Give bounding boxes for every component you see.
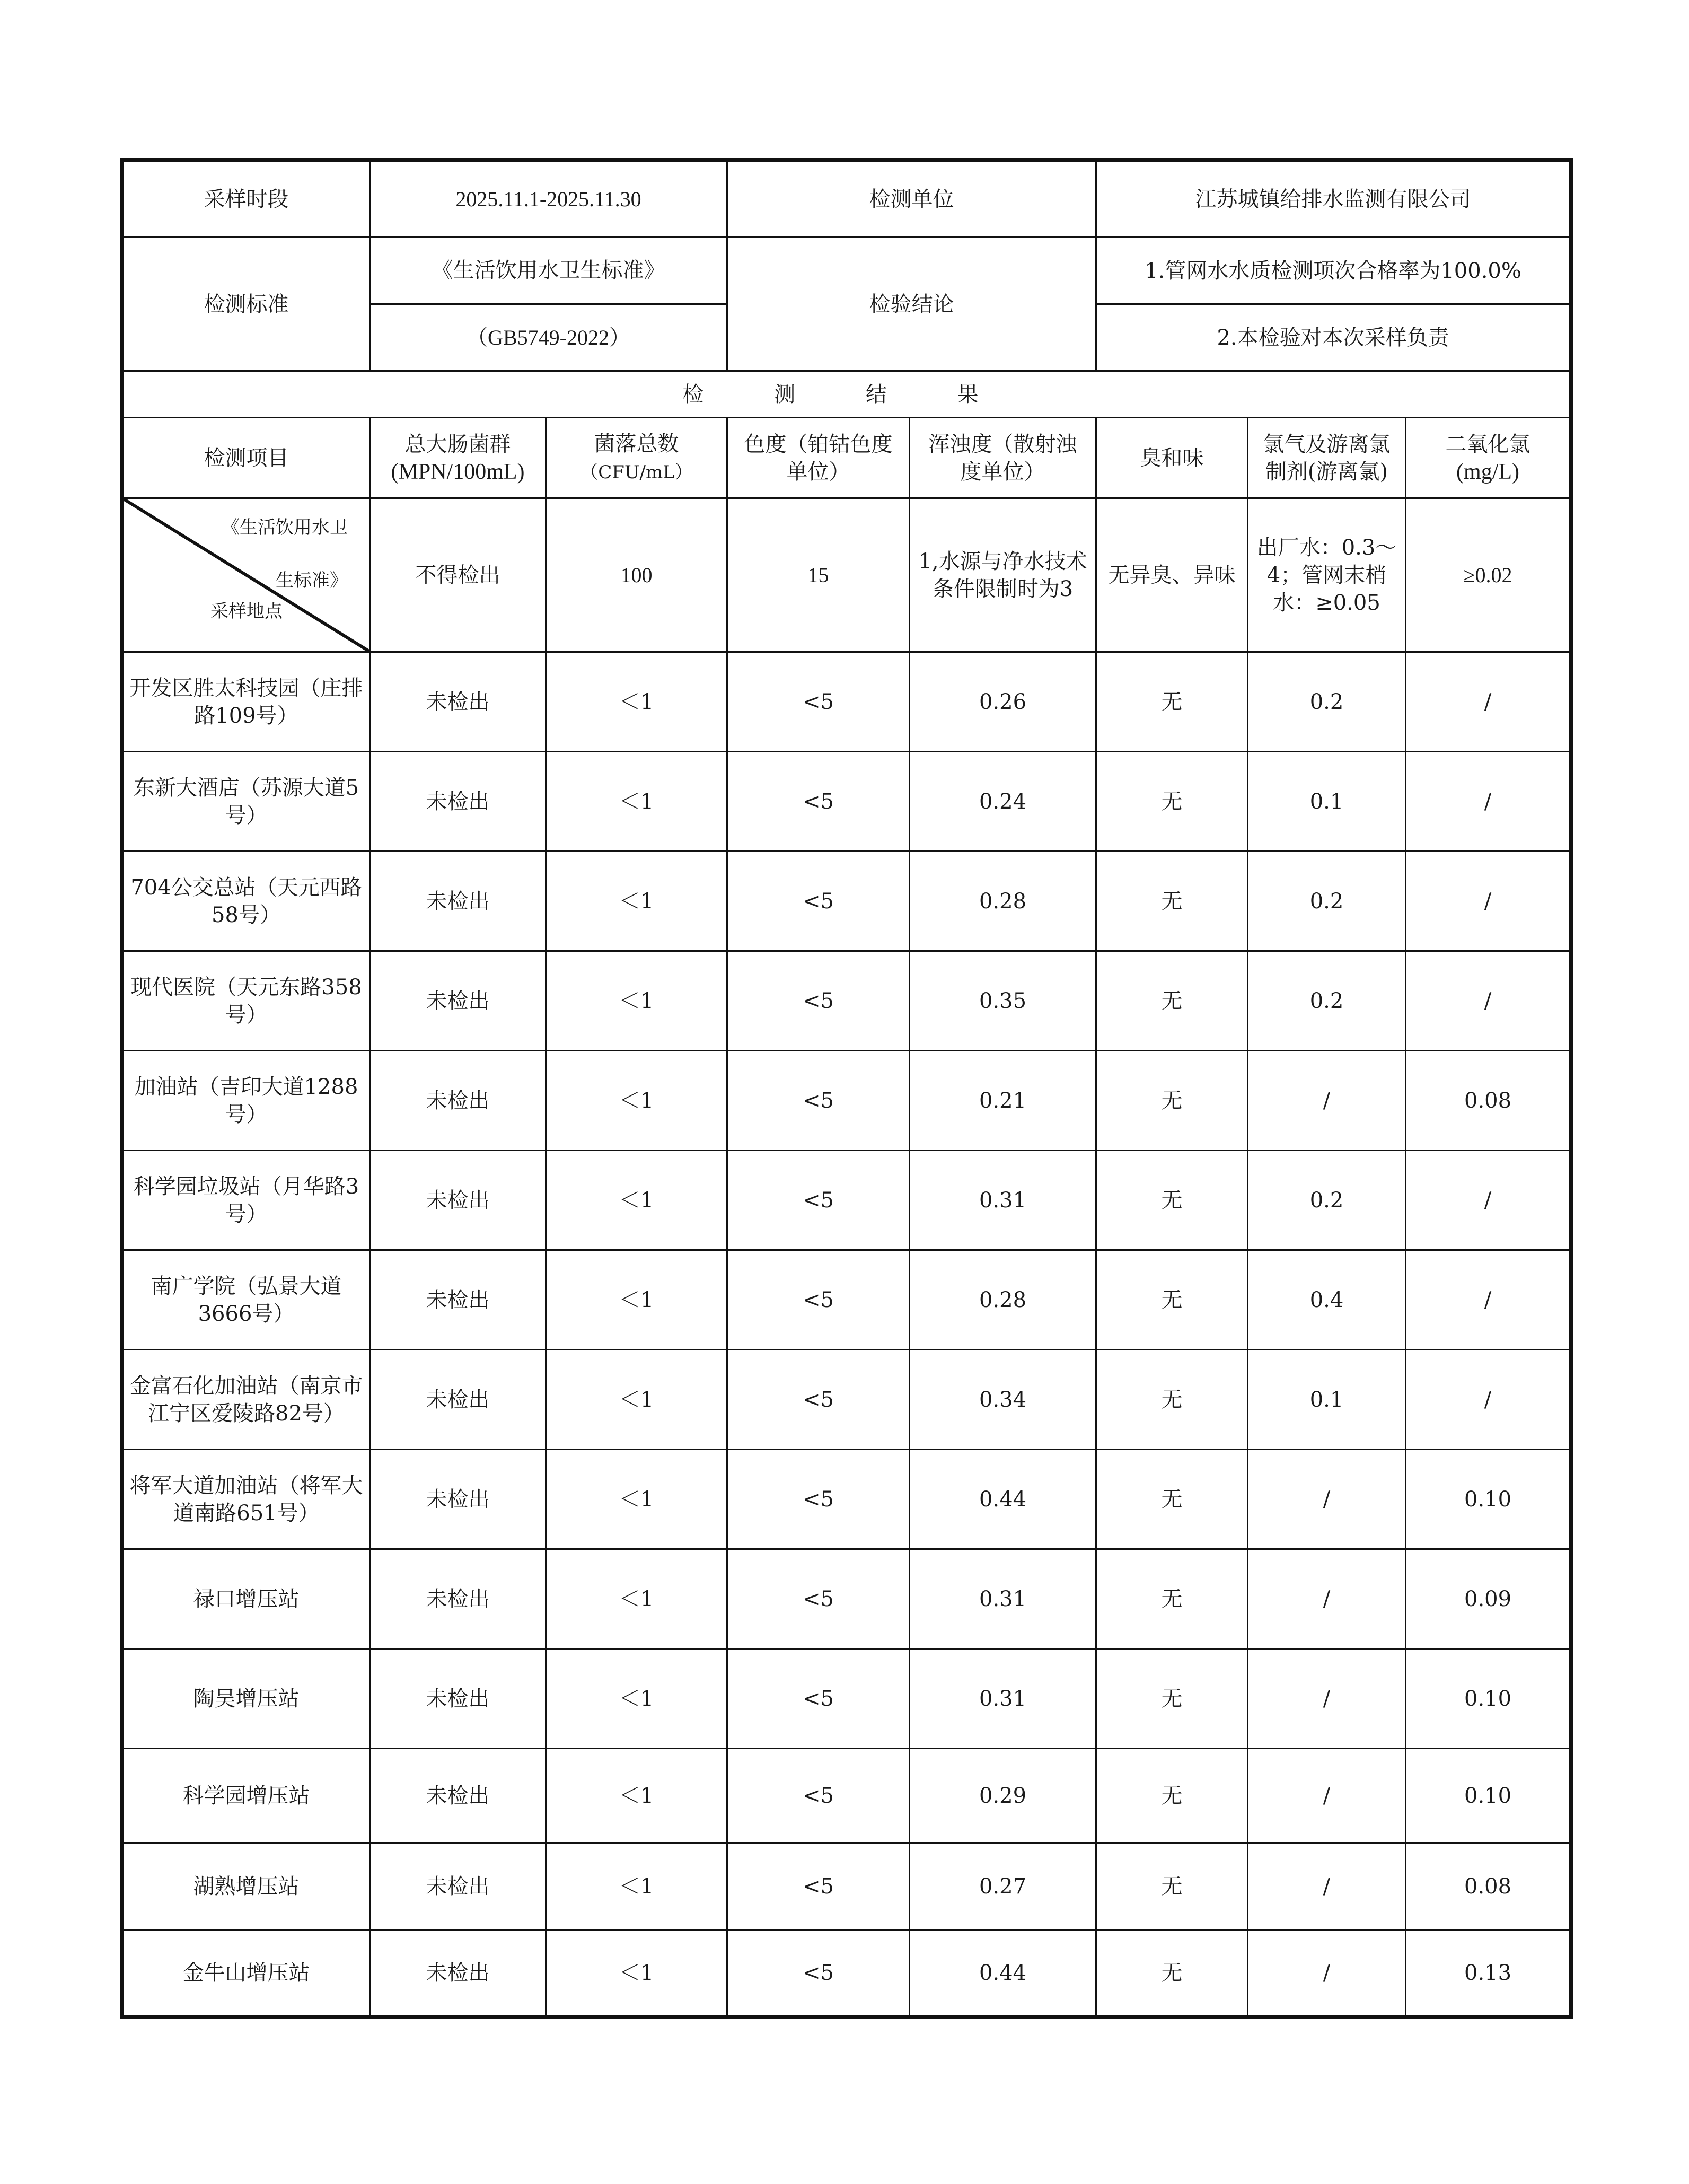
cell-colony: ＜1 xyxy=(546,1250,727,1350)
cell-color: <5 xyxy=(727,652,910,752)
cell-color: <5 xyxy=(727,1250,910,1350)
cell-odor: 无 xyxy=(1096,1250,1248,1350)
col-header-chlorine xyxy=(1248,418,1406,498)
cell-chlorine-dioxide: / xyxy=(1406,652,1571,752)
limit-odor: 无异臭、异味 xyxy=(1096,498,1248,652)
col-header-coliform-line2: (MPN/100mL) xyxy=(391,459,525,484)
cell-odor: 无 xyxy=(1096,1549,1248,1649)
cell-odor: 无 xyxy=(1096,1843,1248,1930)
cell-chlorine: / xyxy=(1248,1549,1406,1649)
period-row xyxy=(122,160,1571,238)
cell-coliform: 未检出 xyxy=(370,1843,546,1930)
cell-coliform: 未检出 xyxy=(370,1749,546,1843)
cell-chlorine-dioxide: 0.13 xyxy=(1406,1930,1571,2017)
results-title: 检 测 结 果 xyxy=(122,371,1571,418)
cell-chlorine-dioxide: 0.08 xyxy=(1406,1051,1571,1151)
cell-colony: ＜1 xyxy=(546,652,727,752)
cell-chlorine-dioxide: / xyxy=(1406,752,1571,852)
period-label: 采样时段 xyxy=(122,160,370,238)
cell-odor: 无 xyxy=(1096,752,1248,852)
unit-value: 江苏城镇给排水监测有限公司 xyxy=(1096,160,1571,238)
cell-chlorine: / xyxy=(1248,1051,1406,1151)
cell-color: <5 xyxy=(727,951,910,1051)
table-row xyxy=(122,652,1571,752)
col-header-odor: 臭和味 xyxy=(1096,418,1248,498)
cell-odor: 无 xyxy=(1096,1930,1248,2017)
cell-chlorine: / xyxy=(1248,1843,1406,1930)
site-name: 陶吴增压站 xyxy=(122,1649,370,1749)
table-row xyxy=(122,1749,1571,1843)
standard-label: 检测标准 xyxy=(122,238,370,371)
col-header-coliform xyxy=(370,418,546,498)
cell-color: <5 xyxy=(727,752,910,852)
limit-colony: 100 xyxy=(546,498,727,652)
cell-turbidity: 0.28 xyxy=(910,852,1096,951)
limit-color: 15 xyxy=(727,498,910,652)
cell-chlorine-dioxide: / xyxy=(1406,951,1571,1051)
cell-color: <5 xyxy=(727,852,910,951)
col-header-colony xyxy=(546,418,727,498)
cell-chlorine-dioxide: 0.10 xyxy=(1406,1649,1571,1749)
table-row xyxy=(122,1151,1571,1250)
cell-turbidity: 0.35 xyxy=(910,951,1096,1051)
cell-chlorine: 0.2 xyxy=(1248,652,1406,752)
cell-turbidity: 0.34 xyxy=(910,1350,1096,1450)
conclusion-label: 检验结论 xyxy=(727,238,1096,371)
cell-colony: ＜1 xyxy=(546,752,727,852)
col-header-color-line1: 色度（铂钴色度 xyxy=(744,432,893,457)
cell-color: <5 xyxy=(727,1151,910,1250)
cell-colony: ＜1 xyxy=(546,1350,727,1450)
cell-colony: ＜1 xyxy=(546,1749,727,1843)
cell-color: <5 xyxy=(727,1930,910,2017)
site-name: 科学园垃圾站（月华路3号） xyxy=(122,1151,370,1250)
cell-turbidity: 0.26 xyxy=(910,652,1096,752)
col-header-turbidity-line2: 度单位） xyxy=(960,459,1045,484)
conclusion-1: 1.管网水水质检测项次合格率为100.0% xyxy=(1096,238,1571,304)
cell-colony: ＜1 xyxy=(546,951,727,1051)
cell-chlorine-dioxide: 0.10 xyxy=(1406,1749,1571,1843)
cell-chlorine: 0.2 xyxy=(1248,1151,1406,1250)
cell-chlorine: 0.2 xyxy=(1248,852,1406,951)
cell-chlorine-dioxide: 0.09 xyxy=(1406,1549,1571,1649)
col-header-colony-line1: 菌落总数 xyxy=(594,431,679,456)
table-row xyxy=(122,1649,1571,1749)
standard-name: 《生活饮用水卫生标准》 xyxy=(370,238,727,304)
cell-chlorine-dioxide: / xyxy=(1406,1151,1571,1250)
table-row xyxy=(122,1450,1571,1549)
site-name: 金牛山增压站 xyxy=(122,1930,370,2017)
cell-color: <5 xyxy=(727,1749,910,1843)
cell-chlorine-dioxide: / xyxy=(1406,1250,1571,1350)
cell-colony: ＜1 xyxy=(546,1843,727,1930)
cell-coliform: 未检出 xyxy=(370,1250,546,1350)
cell-coliform: 未检出 xyxy=(370,752,546,852)
cell-chlorine: / xyxy=(1248,1450,1406,1549)
col-header-colony-line2: （CFU/mL） xyxy=(580,461,693,483)
column-header-row xyxy=(122,418,1571,498)
site-name: 金富石化加油站（南京市江宁区爱陵路82号） xyxy=(122,1350,370,1450)
cell-chlorine: / xyxy=(1248,1930,1406,2017)
site-name: 东新大酒店（苏源大道5号） xyxy=(122,752,370,852)
cell-odor: 无 xyxy=(1096,1151,1248,1250)
cell-coliform: 未检出 xyxy=(370,1450,546,1549)
cell-odor: 无 xyxy=(1096,1350,1248,1450)
standard-row-1 xyxy=(122,238,1571,304)
col-header-item: 检测项目 xyxy=(122,418,370,498)
cell-chlorine-dioxide: 0.08 xyxy=(1406,1843,1571,1930)
cell-chlorine-dioxide: / xyxy=(1406,1350,1571,1450)
cell-coliform: 未检出 xyxy=(370,1649,546,1749)
cell-odor: 无 xyxy=(1096,1749,1248,1843)
unit-label: 检测单位 xyxy=(727,160,1096,238)
cell-colony: ＜1 xyxy=(546,1450,727,1549)
limit-turbidity: 1,水源与净水技术条件限制时为3 xyxy=(910,498,1096,652)
col-header-chlorine-dioxide xyxy=(1406,418,1571,498)
cell-color: <5 xyxy=(727,1649,910,1749)
cell-coliform: 未检出 xyxy=(370,1151,546,1250)
cell-chlorine: 0.1 xyxy=(1248,1350,1406,1450)
site-name: 禄口增压站 xyxy=(122,1549,370,1649)
cell-colony: ＜1 xyxy=(546,1051,727,1151)
table-row xyxy=(122,951,1571,1051)
table-row xyxy=(122,1930,1571,2017)
col-header-chlorine-dioxide-line2: (mg/L) xyxy=(1456,459,1520,484)
period-value: 2025.11.1-2025.11.30 xyxy=(370,160,727,238)
limit-chlorine: 出厂水：0.3～4；管网末梢水：≥0.05 xyxy=(1248,498,1406,652)
col-header-turbidity-line1: 浑浊度（散射浊 xyxy=(928,432,1077,457)
col-header-turbidity xyxy=(910,418,1096,498)
standard-limit-row xyxy=(122,498,1571,652)
cell-turbidity: 0.31 xyxy=(910,1549,1096,1649)
cell-turbidity: 0.29 xyxy=(910,1749,1096,1843)
cell-chlorine: / xyxy=(1248,1749,1406,1843)
site-name: 科学园增压站 xyxy=(122,1749,370,1843)
limit-coliform: 不得检出 xyxy=(370,498,546,652)
cell-turbidity: 0.24 xyxy=(910,752,1096,852)
cell-odor: 无 xyxy=(1096,1051,1248,1151)
cell-colony: ＜1 xyxy=(546,1549,727,1649)
cell-color: <5 xyxy=(727,1051,910,1151)
cell-chlorine: 0.2 xyxy=(1248,951,1406,1051)
cell-turbidity: 0.21 xyxy=(910,1051,1096,1151)
table-row xyxy=(122,1051,1571,1151)
cell-chlorine-dioxide: 0.10 xyxy=(1406,1450,1571,1549)
site-name: 湖熟增压站 xyxy=(122,1843,370,1930)
table-row xyxy=(122,1350,1571,1450)
col-header-color-line2: 单位） xyxy=(786,459,850,484)
cell-chlorine-dioxide: / xyxy=(1406,852,1571,951)
diagonal-standard-label-2: 生标准》 xyxy=(276,570,348,591)
col-header-chlorine-dioxide-line1: 二氧化氯 xyxy=(1445,432,1530,457)
cell-coliform: 未检出 xyxy=(370,852,546,951)
cell-color: <5 xyxy=(727,1843,910,1930)
cell-turbidity: 0.28 xyxy=(910,1250,1096,1350)
cell-odor: 无 xyxy=(1096,951,1248,1051)
cell-colony: ＜1 xyxy=(546,1151,727,1250)
cell-turbidity: 0.44 xyxy=(910,1930,1096,2017)
site-name: 南广学院（弘景大道3666号） xyxy=(122,1250,370,1350)
site-name: 加油站（吉印大道1288号） xyxy=(122,1051,370,1151)
table-row xyxy=(122,1549,1571,1649)
cell-colony: ＜1 xyxy=(546,1649,727,1749)
table-row xyxy=(122,1250,1571,1350)
cell-chlorine: 0.4 xyxy=(1248,1250,1406,1350)
cell-chlorine: 0.1 xyxy=(1248,752,1406,852)
limit-chlorine-dioxide: ≥0.02 xyxy=(1406,498,1571,652)
site-name: 将军大道加油站（将军大道南路651号） xyxy=(122,1450,370,1549)
cell-coliform: 未检出 xyxy=(370,951,546,1051)
table-row xyxy=(122,852,1571,951)
standard-code: （GB5749-2022） xyxy=(370,304,727,371)
cell-chlorine: / xyxy=(1248,1649,1406,1749)
table-row xyxy=(122,752,1571,852)
site-name: 现代医院（天元东路358号） xyxy=(122,951,370,1051)
cell-turbidity: 0.44 xyxy=(910,1450,1096,1549)
diagonal-location-label: 采样地点 xyxy=(210,601,283,622)
cell-coliform: 未检出 xyxy=(370,1350,546,1450)
col-header-color xyxy=(727,418,910,498)
cell-odor: 无 xyxy=(1096,1450,1248,1549)
site-name: 开发区胜太科技园（庄排路109号） xyxy=(122,652,370,752)
cell-colony: ＜1 xyxy=(546,852,727,951)
site-name: 704公交总站（天元西路58号） xyxy=(122,852,370,951)
water-quality-report-table xyxy=(120,158,1573,2019)
cell-coliform: 未检出 xyxy=(370,652,546,752)
cell-odor: 无 xyxy=(1096,852,1248,951)
diagonal-header-cell xyxy=(122,498,370,652)
cell-turbidity: 0.31 xyxy=(910,1649,1096,1749)
col-header-chlorine-line1: 氯气及游离氯 xyxy=(1263,432,1391,457)
cell-color: <5 xyxy=(727,1450,910,1549)
cell-colony: ＜1 xyxy=(546,1930,727,2017)
diagonal-standard-label-1: 《生活饮用水卫 xyxy=(222,517,348,538)
cell-coliform: 未检出 xyxy=(370,1051,546,1151)
conclusion-2: 2.本检验对本次采样负责 xyxy=(1096,304,1571,371)
cell-color: <5 xyxy=(727,1350,910,1450)
col-header-coliform-line1: 总大肠菌群 xyxy=(404,432,511,457)
results-title-row xyxy=(122,371,1571,418)
cell-odor: 无 xyxy=(1096,652,1248,752)
table-row xyxy=(122,1843,1571,1930)
cell-odor: 无 xyxy=(1096,1649,1248,1749)
cell-coliform: 未检出 xyxy=(370,1930,546,2017)
col-header-chlorine-line2: 制剂(游离氯) xyxy=(1265,459,1388,484)
cell-color: <5 xyxy=(727,1549,910,1649)
cell-turbidity: 0.27 xyxy=(910,1843,1096,1930)
cell-coliform: 未检出 xyxy=(370,1549,546,1649)
cell-turbidity: 0.31 xyxy=(910,1151,1096,1250)
